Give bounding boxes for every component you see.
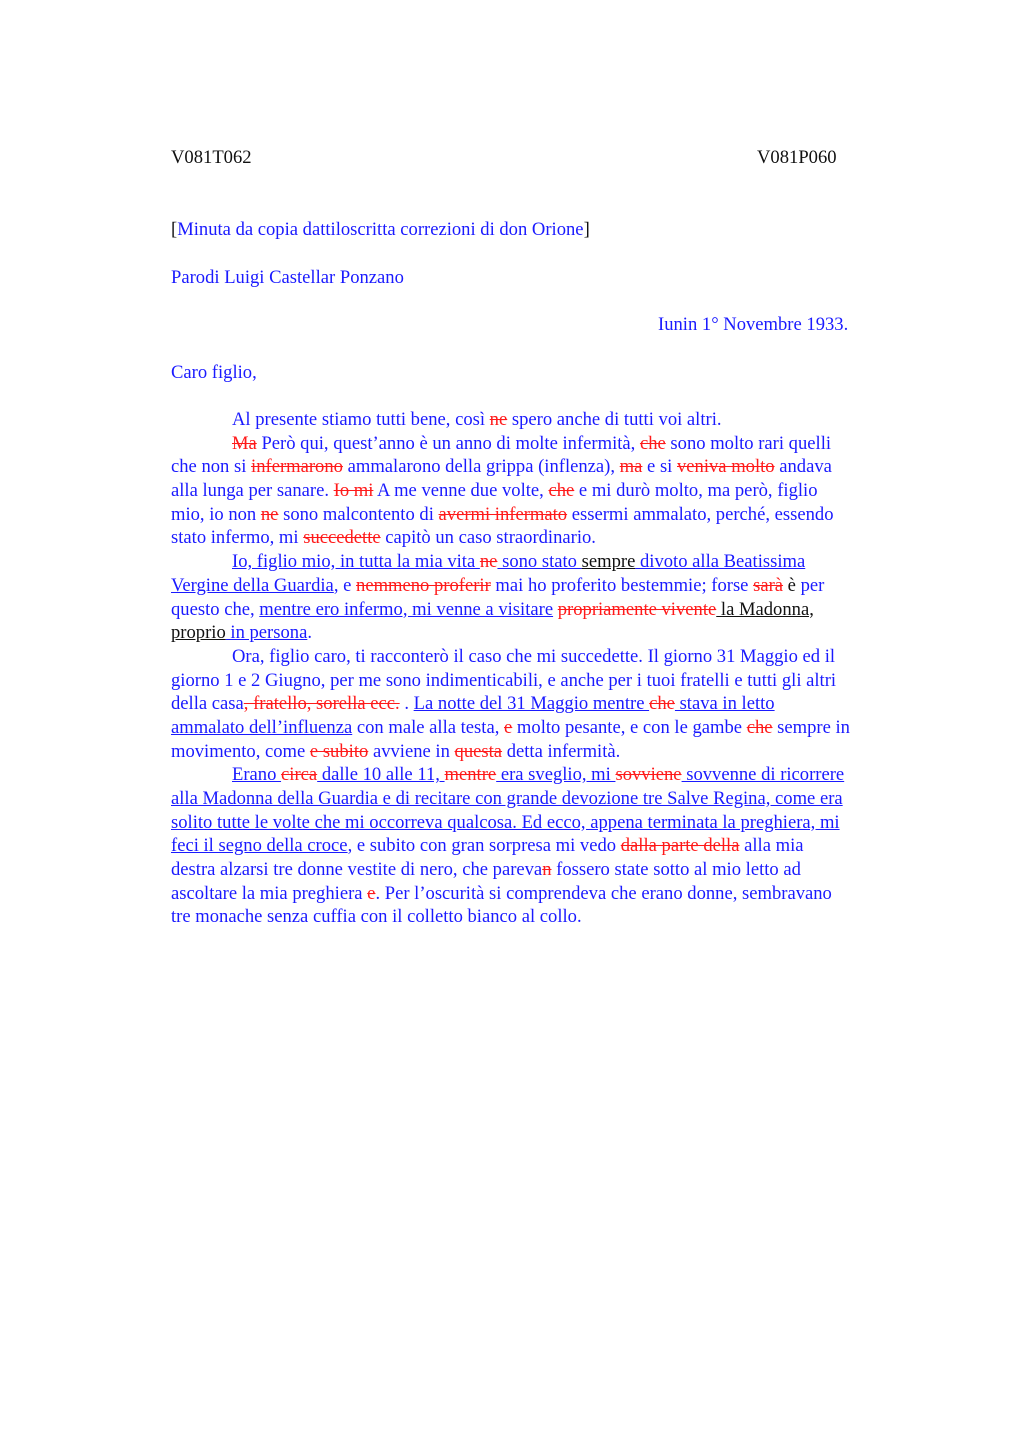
text-segment: destra alzarsi tre donne vestite di nero, che pareva — [171, 859, 543, 881]
body-line — [171, 716, 931, 740]
text-segment: fossero state sotto al mio letto ad — [551, 859, 801, 881]
underlined-text: Vergine della Guardia — [171, 574, 334, 596]
text-segment: ascoltare la mia preghiera — [171, 882, 368, 904]
struck-text: sovviene — [615, 764, 682, 786]
struck-text: avermi infermato — [438, 503, 568, 525]
underlined-text: alla Madonna della Guardia e di recitare con grande devozione tre Salve Regina, come era — [171, 788, 843, 809]
editorial-note — [171, 219, 590, 241]
body-line — [171, 763, 931, 787]
struck-text: mentre — [444, 764, 497, 786]
underlined-text: sovvenne di ricorrere — [681, 764, 845, 786]
text-segment: spero anche di tutti voi altri. — [507, 409, 722, 430]
underlined-text: Io, figlio mio, in tutta la mia vita — [232, 551, 480, 573]
underlined-text: dalle 10 alle 11, — [317, 764, 445, 786]
underlined-text: feci il segno della croce — [171, 835, 348, 857]
underlined-text: sono stato — [497, 551, 582, 573]
underlined-text: proprio — [171, 622, 226, 644]
sender-line: Parodi Luigi Castellar Ponzano — [171, 267, 404, 288]
struck-text: Ma — [232, 432, 257, 454]
text-segment: questo che, — [171, 598, 260, 620]
struck-text: propriamente vivente — [557, 598, 717, 620]
text-segment: Ora, figlio caro, ti racconterò il caso che mi succedette. Il giorno 31 Maggio ed il — [232, 645, 836, 667]
text-segment: con male alla testa, — [352, 716, 505, 738]
text-segment: molto pesante, e con le gambe — [512, 716, 747, 738]
struck-text: Io mi — [333, 480, 374, 502]
struck-text: ne — [489, 409, 508, 430]
text-segment: , e subito con gran sorpresa mi vedo — [347, 835, 621, 857]
text-segment: e si — [642, 456, 677, 478]
struck-text: circa — [281, 764, 318, 786]
body-line — [171, 621, 931, 645]
struck-text: e subito — [309, 740, 369, 762]
body-line — [171, 858, 931, 882]
text-segment: giorno 1 e 2 Giugno, per me sono indimenticabili, e anche per i tuoi fratelli e tutti gli altri — [171, 669, 837, 691]
struck-text: questa — [454, 740, 503, 762]
struck-text: ma — [619, 456, 643, 478]
body-line — [171, 787, 931, 811]
text-segment: A me venne due volte, — [373, 480, 549, 502]
text-segment: è — [783, 574, 801, 596]
text-segment: stato infermo, mi — [171, 527, 304, 549]
text-segment: Però qui, quest’anno è un anno di molte infermità, — [256, 432, 640, 454]
text-segment: movimento, come — [171, 740, 310, 762]
underlined-text: stava in letto — [674, 693, 775, 715]
letter-body — [171, 408, 931, 929]
text-segment: sono molto rari quelli — [665, 432, 832, 454]
underlined-text: solito tutte le volte che mi occorreva qualcosa. Ed ecco, appena terminata la preghiera, mi — [171, 811, 840, 833]
struck-text: che — [649, 693, 675, 715]
struck-text: ne — [479, 551, 498, 573]
struck-text: che — [639, 432, 666, 454]
body-line — [171, 905, 931, 929]
body-line — [171, 882, 931, 906]
text-segment: sono malcontento di — [278, 503, 439, 525]
struck-text: infermarono — [251, 456, 343, 478]
underlined-text: sempre — [581, 551, 636, 573]
struck-text: n — [542, 859, 552, 881]
text-segment: sempre in — [772, 716, 850, 738]
underlined-text: mentre ero infermo, mi venne a visitare — [259, 598, 554, 620]
struck-text: e — [367, 882, 376, 904]
body-line — [171, 740, 931, 764]
underlined-text: in persona — [225, 622, 308, 644]
body-line — [171, 692, 931, 716]
body-line — [171, 503, 931, 527]
struck-text: nemmeno proferir — [356, 574, 491, 596]
bracket-close: ] — [583, 219, 590, 240]
struck-text: succedette — [303, 527, 381, 549]
body-line — [171, 598, 931, 622]
body-line — [171, 526, 931, 550]
text-segment: . Per l’oscurità si comprendeva che erano donne, sembravano — [375, 882, 832, 904]
body-line — [171, 669, 931, 693]
editorial-note-text: Minuta da copia dattiloscritta correzioni di don Orione — [177, 219, 584, 240]
bracket-open: [ — [171, 219, 178, 240]
underlined-text: ammalato dell’influenza — [171, 716, 353, 738]
text-segment: detta infermità. — [502, 740, 621, 762]
text-segment: tre monache senza cuffia con il colletto bianco al collo. — [171, 906, 582, 928]
text-segment: e mi durò molto, ma però, figlio — [574, 480, 818, 502]
text-segment: per — [800, 574, 825, 596]
text-segment: alla lunga per sanare. — [171, 480, 334, 502]
struck-text: ne — [260, 503, 279, 525]
letter-date: Iunin 1° Novembre 1933. — [658, 314, 849, 335]
document-code-left: V081T062 — [171, 147, 252, 168]
struck-text: che — [548, 480, 575, 502]
document-code-right: V081P060 — [757, 147, 837, 168]
underlined-text: la Madonna, — [716, 598, 814, 620]
text-segment: mio, io non — [171, 503, 261, 525]
text-segment: della casa — [171, 693, 244, 715]
text-segment: Al presente stiamo tutti bene, così — [232, 409, 490, 430]
struck-text: e — [504, 716, 513, 738]
text-segment: che non si — [171, 456, 252, 478]
text-segment: avviene in — [368, 740, 455, 762]
body-line — [171, 574, 931, 598]
body-line — [171, 432, 931, 456]
body-line — [171, 550, 931, 574]
body-line — [171, 811, 931, 835]
struck-text: che — [746, 716, 773, 738]
struck-text: , fratello, sorella ecc. — [243, 693, 400, 715]
text-segment: essermi ammalato, perché, essendo — [567, 503, 834, 525]
greeting: Caro figlio, — [171, 362, 257, 383]
text-segment: mai ho proferito bestemmie; forse — [490, 574, 754, 596]
underlined-text: era sveglio, mi — [496, 764, 616, 786]
underlined-text: Erano — [232, 764, 282, 786]
text-segment: , e — [333, 574, 357, 596]
body-line — [171, 408, 931, 432]
struck-text: dalla parte della — [620, 835, 740, 857]
text-segment: . — [307, 622, 312, 644]
struck-text: sarà — [753, 574, 784, 596]
struck-text: veniva molto — [677, 456, 775, 478]
text-segment: capitò un caso straordinario. — [380, 527, 596, 549]
underlined-text: divoto alla Beatissima — [635, 551, 806, 573]
body-line — [171, 834, 931, 858]
text-segment: alla mia — [739, 835, 804, 857]
body-line — [171, 645, 931, 669]
body-line — [171, 479, 931, 503]
text-segment: . — [399, 693, 414, 715]
text-segment: ammalarono della grippa (inflenza), — [342, 456, 620, 478]
body-line — [171, 455, 931, 479]
text-segment: andava — [774, 456, 832, 478]
underlined-text: La notte del 31 Maggio mentre — [413, 693, 650, 715]
